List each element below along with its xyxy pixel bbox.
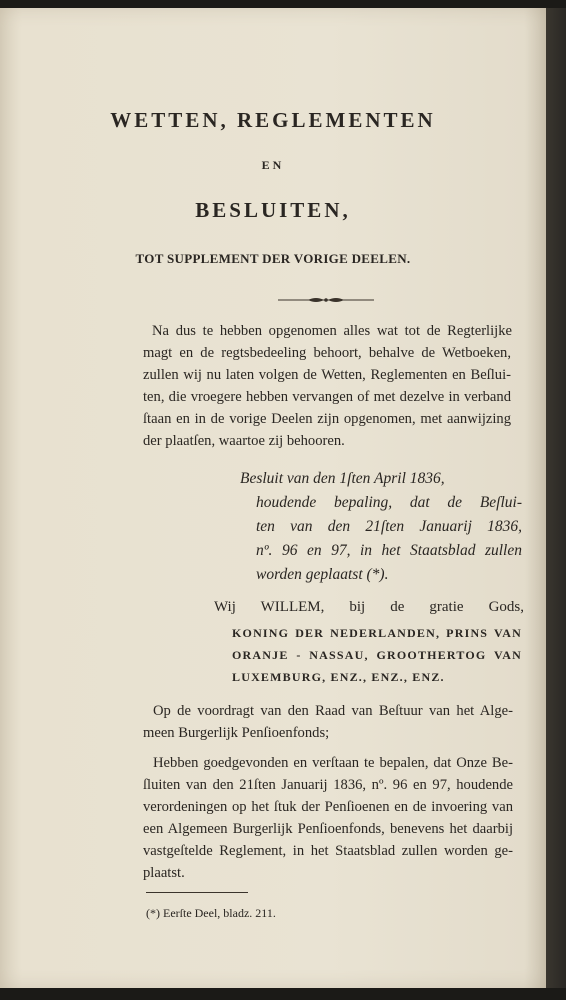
decree-title-line: houdende bepaling, dat de Beſlui- — [256, 494, 522, 511]
ornament-divider-icon — [278, 295, 374, 305]
heading-title: WETTEN, REGLEMENTEN — [110, 108, 436, 132]
decree-title-line: nº. 96 en 97, in het Staatsblad zullen — [256, 542, 522, 559]
page-edge-shadow — [546, 8, 566, 988]
decree-title-line: Besluit van den 1ſten April 1836, — [240, 470, 445, 487]
body-line: Op de voordragt van den Raad van Beſtuur van het Alge- — [153, 703, 513, 719]
king-title-line: KONING DER NEDERLANDEN, PRINS VAN — [232, 626, 522, 640]
intro-line: ſtaan en in de vorige Deelen zijn opgenomen, met aanwijzing — [143, 411, 511, 427]
king-title-line: ORANJE - NASSAU, GROOTHERTOG VAN — [232, 648, 522, 662]
body-line: plaatst. — [143, 865, 185, 881]
heading-conjunction: EN — [261, 158, 285, 172]
intro-line: zullen wij nu laten volgen de Wetten, Reglementen en Beſlui- — [143, 367, 511, 383]
body-line: ſluiten van den 21ſten Januarij 1836, nº. 96 en 97, houdende — [143, 777, 513, 793]
footnote: (*) Eerſte Deel, bladz. 211. — [146, 906, 276, 920]
decree-title-line: ten van den 21ſten Januarij 1836, — [256, 518, 522, 535]
intro-line: der plaatſen, waartoe zij behooren. — [143, 433, 345, 449]
heading-title-2: BESLUITEN, — [195, 198, 351, 222]
book-page — [0, 8, 546, 988]
heading-subtitle: TOT SUPPLEMENT DER VORIGE DEELEN. — [135, 251, 411, 266]
intro-line: Na dus te hebben opgenomen alles wat tot de Regterlijke — [152, 323, 512, 339]
body-line: meen Burgerlijk Penſioenfonds; — [143, 725, 330, 741]
body-line: vastgeſtelde Reglement, in het Staatsblad zullen worden ge- — [143, 843, 513, 859]
intro-line: ten, die vroegere hebben vervangen of met dezelve in verband — [143, 389, 511, 405]
body-line: verordeningen op het ſtuk der Penſioenen en de invoering van — [143, 799, 513, 815]
decree-title-line: worden geplaatst (*). — [256, 566, 389, 583]
footnote-rule — [146, 892, 248, 893]
body-line: een Algemeen Burgerlijk Penſioenfonds, benevens het daarbij — [143, 821, 513, 837]
king-title-line: LUXEMBURG, ENZ., ENZ., ENZ. — [232, 670, 445, 684]
intro-line: magt en de regtsbedeeling behoort, behalve de Wetboeken, — [143, 345, 511, 361]
body-line: Hebben goedgevonden en verſtaan te bepalen, dat Onze Be- — [153, 755, 513, 771]
king-intro: Wij WILLEM, bij de gratie Gods, — [214, 599, 524, 615]
